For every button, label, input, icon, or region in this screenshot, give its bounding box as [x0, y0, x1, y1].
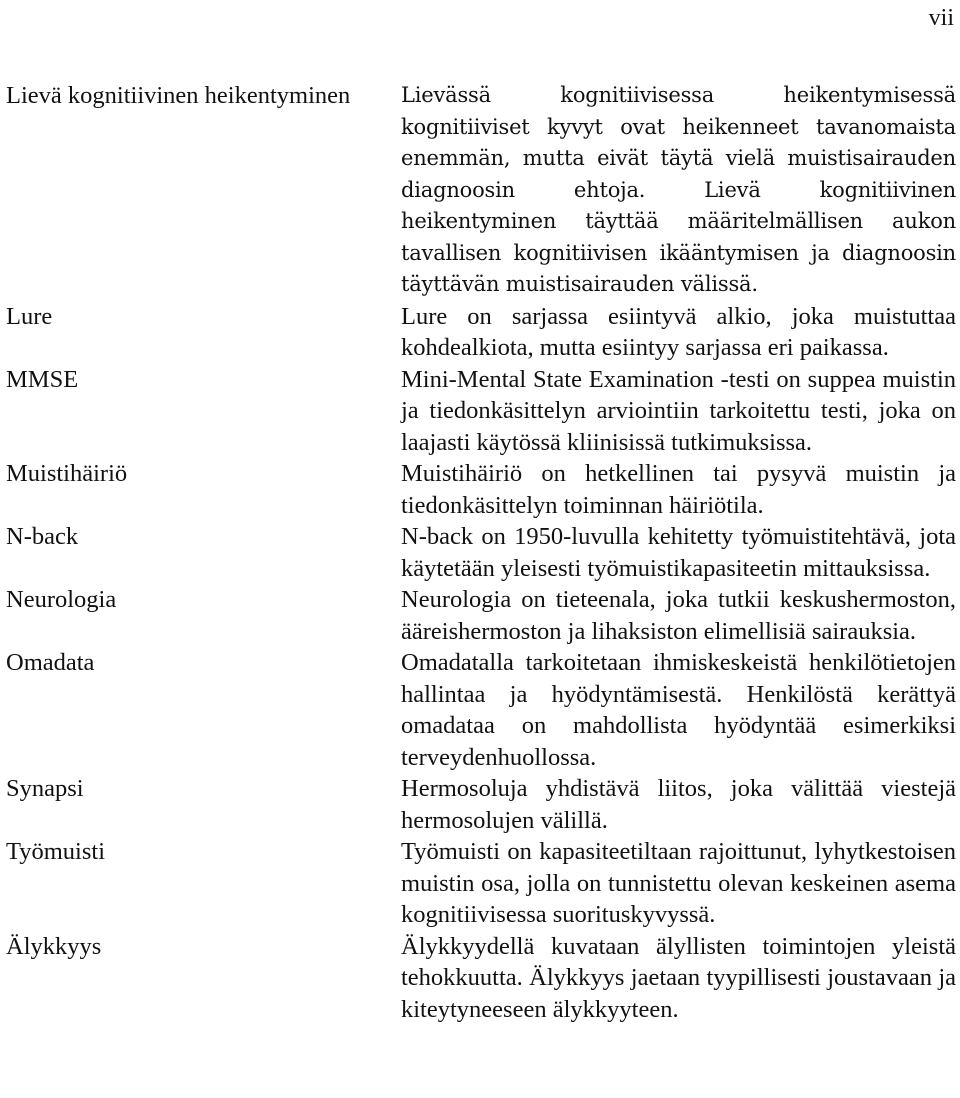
page-number: vii [928, 5, 954, 31]
glossary-term: MMSE [6, 365, 79, 393]
glossary-entry [6, 773, 956, 836]
glossary-list [6, 80, 956, 1025]
glossary-term: Neurologia [6, 586, 117, 613]
glossary-definition: Hermosoluja yhdistävä liitos, joka välittää viestejä hermosolujen välillä. [401, 775, 956, 834]
glossary-term: Omadata [6, 649, 95, 676]
glossary-definition: Neurologia on tieteenala, joka tutkii keskushermoston, ääreishermoston ja lihaksiston elimellisiä sairauksia. [401, 586, 956, 645]
glossary-entry [6, 364, 956, 459]
glossary-term: Työmuisti [6, 838, 106, 865]
glossary-entry [6, 458, 956, 521]
glossary-term: N-back [6, 523, 79, 550]
glossary-entry [6, 521, 956, 584]
glossary-entry [6, 584, 956, 647]
glossary-definition: Lievässä kognitiivisessa heikentymisessä kognitiiviset kyvyt ovat heikenneet tavanomaista enemmän, mutta eivät täytä vielä muistisairauden diagnoosin ehtoja. Lievä kognitiivinen heikentyminen täyttää määritelmällisen aukon tavallisen kognitiivisen ikääntymisen ja diagnoosin täyttävän muistisairauden välissä. [401, 83, 956, 296]
glossary-definition: Älykkyydellä kuvataan älyllisten toimintojen yleistä tehokkuutta. Älykkyys jaetaan tyypillisesti joustavaan ja kiteytyneeseen älykkyyteen. [401, 932, 956, 1023]
glossary-term: Lievä kognitiivinen heikentyminen [6, 82, 351, 109]
glossary-definition: Muistihäiriö on hetkellinen tai pysyvä muistin ja tiedonkäsittelyn toiminnan häiriötila. [401, 460, 956, 519]
glossary-term: Älykkyys [6, 932, 102, 960]
glossary-entry [6, 931, 956, 1026]
glossary-entry [6, 80, 956, 301]
glossary-term: Muistihäiriö [6, 460, 128, 487]
glossary-term: Lure [6, 302, 53, 330]
glossary-definition: N-back on 1950-luvulla kehitetty työmuistitehtävä, jota käytetään yleisesti työmuistikapasiteetin mittauksissa. [401, 523, 956, 582]
glossary-definition: Työmuisti on kapasiteetiltaan rajoittunut, lyhytkestoisen muistin osa, jolla on tunnistettu olevan keskeinen asema kognitiivisessa suorituskyvyssä. [401, 838, 956, 928]
glossary-definition: Lure on sarjassa esiintyvä alkio, joka muistuttaa kohdealkiota, mutta esiintyy sarjassa eri paikassa. [401, 302, 956, 361]
glossary-entry [6, 647, 956, 773]
glossary-definition: Omadatalla tarkoitetaan ihmiskeskeistä henkilötietojen hallintaa ja hyödyntämisestä. Henkilöstä kerättyä omadataa on mahdollista hyödyntää esimerkiksi terveydenhuollossa. [401, 649, 956, 771]
glossary-entry [6, 301, 956, 364]
glossary-definition: Mini-Mental State Examination -testi on suppea muistin ja tiedonkäsittelyn arviointiin tarkoitettu testi, joka on laajasti käytössä kliinisissä tutkimuksissa. [401, 365, 956, 456]
glossary-entry [6, 836, 956, 931]
glossary-term: Synapsi [6, 775, 84, 802]
